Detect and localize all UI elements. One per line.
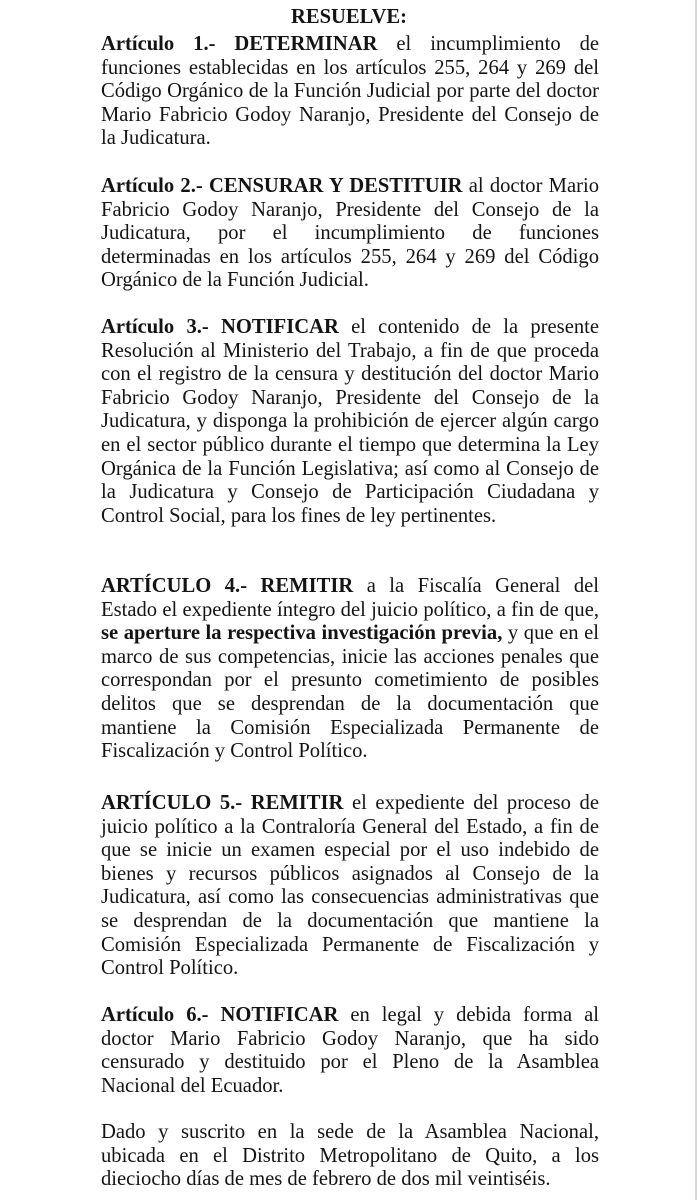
article-3-action: NOTIFICAR — [220, 316, 339, 338]
article-1-label: Artículo 1.- — [101, 33, 216, 55]
closing-statement: Dado y suscrito en la sede de la Asamblea Nacional, ubicada en el Distrito Metropolitano de Quito, a los dieciocho días de mes de febrero de dos mil veintiséis. — [101, 1121, 599, 1191]
article-2 — [101, 175, 599, 293]
article-3-label: Artículo 3.- — [101, 316, 209, 338]
article-1-text: el incumplimiento de funciones establecidas en los artículos 255, 264 y 269 del Código Orgánico de la Función Judicial por parte del doctor Mario Fabricio Godoy Naranjo, Presidente del Consejo de la Judicatura. — [101, 33, 600, 150]
article-4-text-start: a la Fiscalía General del Estado el expediente íntegro del juicio político, a fin de que, — [101, 575, 599, 621]
article-6 — [101, 1004, 599, 1098]
article-5-label: ARTÍCULO 5.- — [101, 792, 243, 814]
article-2-action: CENSURAR Y DESTITUIR — [208, 175, 463, 197]
article-1-action: DETERMINAR — [234, 33, 378, 55]
article-4-emphasis: se aperture la respectiva investigación previa, — [101, 622, 503, 645]
article-1 — [101, 33, 599, 151]
article-5-action: REMITIR — [250, 792, 344, 814]
article-3 — [101, 316, 599, 528]
article-4 — [101, 575, 599, 764]
article-3-text: el contenido de la presente Resolución al Ministerio del Trabajo, a fin de que proceda con el registro de la censura y destitución del doctor Mario Fabricio Godoy Naranjo, Presidente del Consejo de la Judicatura, y disponga la prohibición de ejercer algún cargo en el sector público durante el tiempo que determina la Ley Orgánica de la Función Legislativa; así como al Consejo de la Judicatura y Consejo de Participación Ciudadana y Control Social, para los fines de ley pertinentes. — [101, 316, 599, 527]
article-6-action: NOTIFICAR — [220, 1004, 339, 1026]
article-5-text: el expediente del proceso de juicio político a la Contraloría General del Estado, a fin de que se inicie un examen especial por el uso indebido de bienes y recursos públicos asignados al Consejo de la Judicatura, así como las consecuencias administrativas que se desprendan de la documentación que mantiene la Comisión Especializada Permanente de Fiscalización y Control Político. — [101, 792, 599, 980]
article-4-label: ARTÍCULO 4.- — [101, 575, 248, 597]
article-6-label: Artículo 6.- — [101, 1004, 209, 1026]
article-2-text: al doctor Mario Fabricio Godoy Naranjo, Presidente del Consejo de la Judicatura, por el incumplimiento de funciones determinadas en los artículos 255, 264 y 269 del Código Orgánico de la Función Judicial. — [101, 175, 600, 292]
resolution-heading: RESUELVE: — [291, 6, 407, 28]
article-2-label: Artículo 2.- — [101, 175, 203, 197]
article-6-text: en legal y debida forma al doctor Mario Fabricio Godoy Naranjo, que ha sido censurado y destituido por el Pleno de la Asamblea Nacional del Ecuador. — [101, 1004, 599, 1097]
article-4-text-end: y que en el marco de sus competencias, inicie las acciones penales que correspondan por el presunto cometimiento de posibles delitos que se desprendan de la documentación que mantiene la Comisión Especializada Permanente de Fiscalización y Control Político. — [101, 622, 599, 763]
article-4-action: REMITIR — [260, 575, 354, 597]
article-5 — [101, 792, 599, 981]
